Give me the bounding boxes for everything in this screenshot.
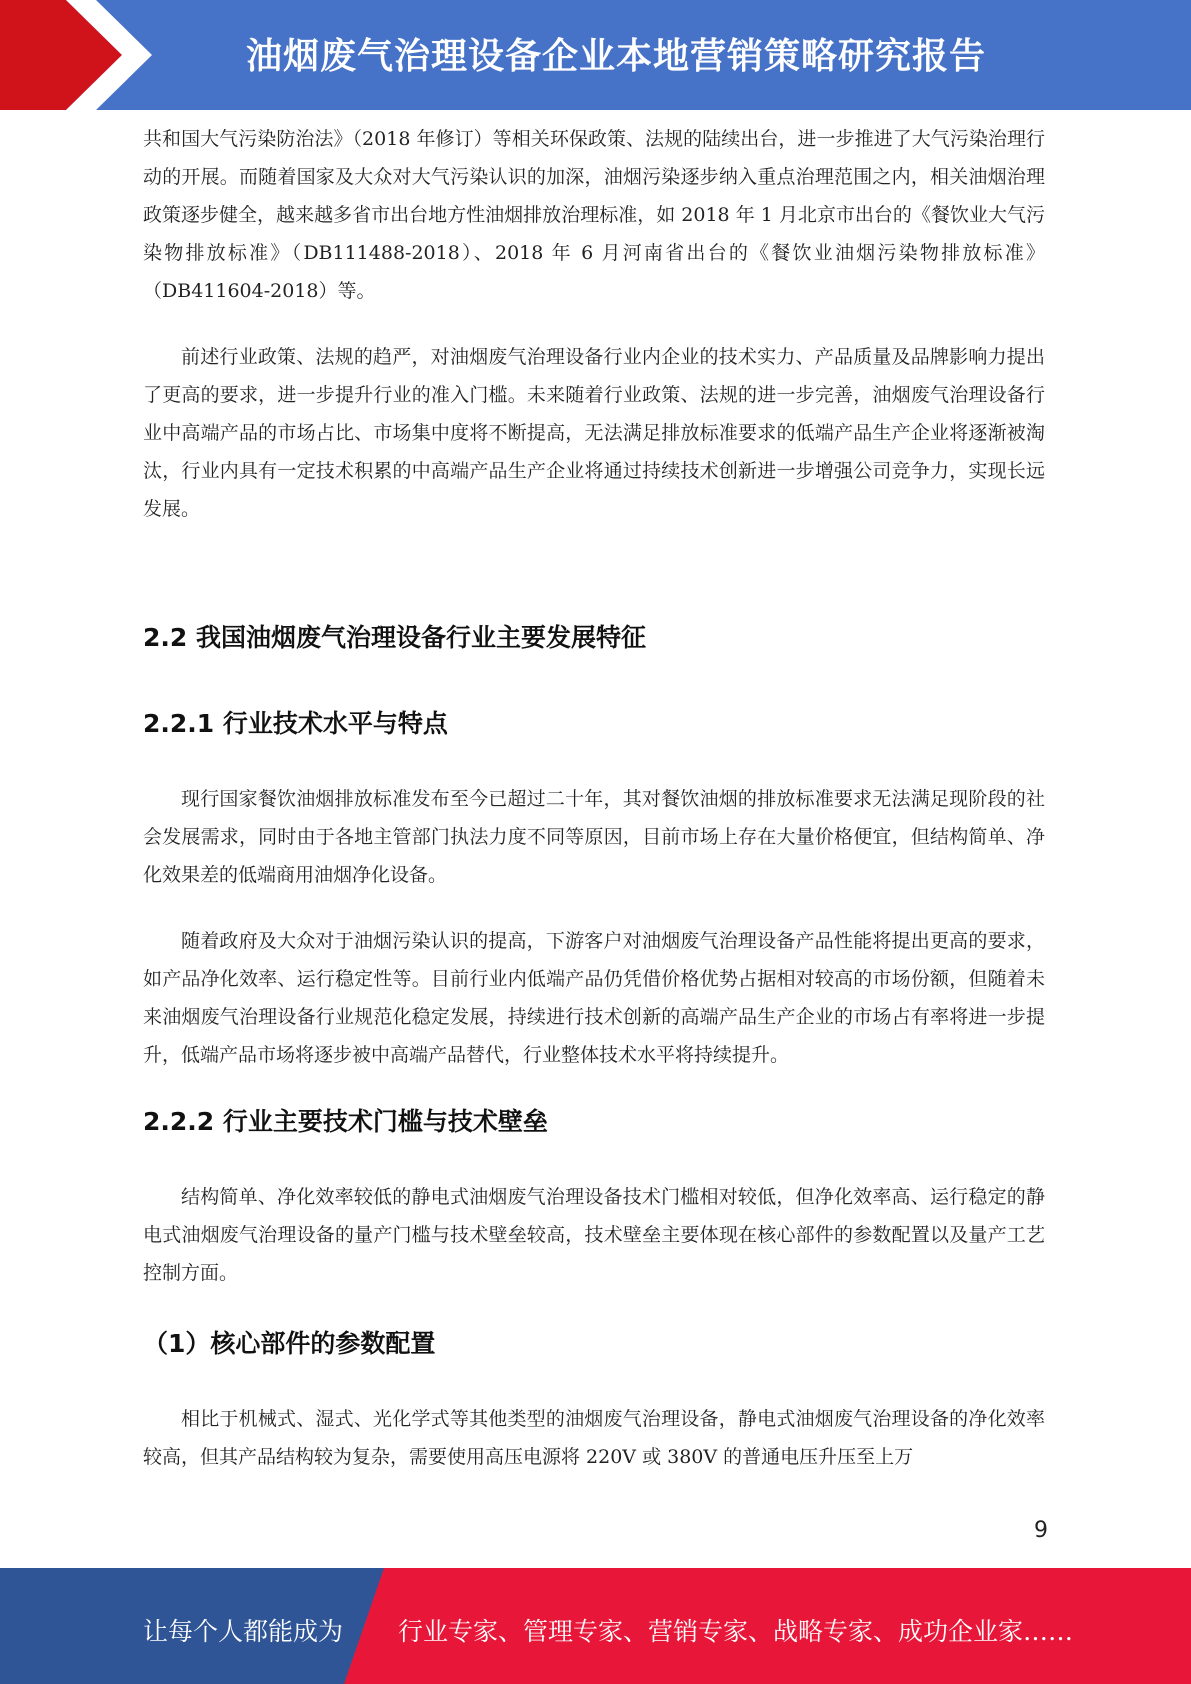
report-title: 油烟废气治理设备企业本地营销策略研究报告	[246, 36, 987, 77]
section-heading-2-2-2: 2.2.2 行业主要技术门槛与技术壁垒	[143, 1107, 548, 1136]
page-number: 9	[1034, 1518, 1048, 1543]
footer-slogan-right: 行业专家、管理专家、营销专家、战略专家、成功企业家……	[398, 1617, 1074, 1646]
paragraph-4: 随着政府及大众对于油烟污染认识的提高，下游客户对油烟废气治理设备产品性能将提出更高的要求，如产品净化效率、运行稳定性等。目前行业内低端产品仍凭借价格优势占据相对较高的市场份额，但随着未来油烟废气治理设备行业规范化稳定发展，持续进行技术创新的高端产品生产企业的市场占有率将进一步提升，低端产品市场将逐步被中高端产品替代，行业整体技术水平将持续提升。	[143, 930, 1045, 1066]
footer-slogan-left: 让每个人都能成为	[143, 1617, 344, 1646]
section-heading-2-2-1: 2.2.1 行业技术水平与特点	[143, 709, 448, 738]
page-content	[143, 120, 1045, 1476]
section-heading-2-2: 2.2 我国油烟废气治理设备行业主要发展特征	[143, 623, 646, 652]
footer-banner	[0, 1568, 1191, 1684]
paragraph-3: 现行国家餐饮油烟排放标准发布至今已超过二十年，其对餐饮油烟的排放标准要求无法满足现阶段的社会发展需求，同时由于各地主管部门执法力度不同等原因，目前市场上存在大量价格便宜，但结构简单、净化效果差的低端商用油烟净化设备。	[143, 788, 1045, 886]
paragraph-1: 共和国大气污染防治法》（2018 年修订）等相关环保政策、法规的陆续出台，进一步推进了大气污染治理行动的开展。而随着国家及大众对大气污染认识的加深，油烟污染逐步纳入重点治理范围之内，相关油烟治理政策逐步健全，越来越多省市出台地方性油烟排放治理标准，如 2018 年 1 月北京市出台的《餐饮业大气污染物排放标准》（DB111488-2018）、2018 年 6 月河南省出台的《餐饮业油烟污染物排放标准》（DB411604-2018）等。	[143, 128, 1045, 302]
paragraph-2: 前述行业政策、法规的趋严，对油烟废气治理设备行业内企业的技术实力、产品质量及品牌影响力提出了更高的要求，进一步提升行业的准入门槛。未来随着行业政策、法规的进一步完善，油烟废气治理设备行业中高端产品的市场占比、市场集中度将不断提高，无法满足排放标准要求的低端产品生产企业将逐渐被淘汰，行业内具有一定技术积累的中高端产品生产企业将通过持续技术创新进一步增强公司竞争力，实现长远发展。	[143, 346, 1045, 520]
paragraph-6: 相比于机械式、湿式、光化学式等其他类型的油烟废气治理设备，静电式油烟废气治理设备的净化效率较高，但其产品结构较为复杂，需要使用高压电源将 220V 或 380V 的普通电压升压至上万	[143, 1408, 1045, 1468]
header-arrow-shape	[0, 0, 160, 110]
header-banner	[0, 0, 1191, 110]
subsection-heading-1: （1）核心部件的参数配置	[143, 1329, 436, 1358]
paragraph-5: 结构简单、净化效率较低的静电式油烟废气治理设备技术门槛相对较低，但净化效率高、运行稳定的静电式油烟废气治理设备的量产门槛与技术壁垒较高，技术壁垒主要体现在核心部件的参数配置以及量产工艺控制方面。	[143, 1186, 1045, 1284]
